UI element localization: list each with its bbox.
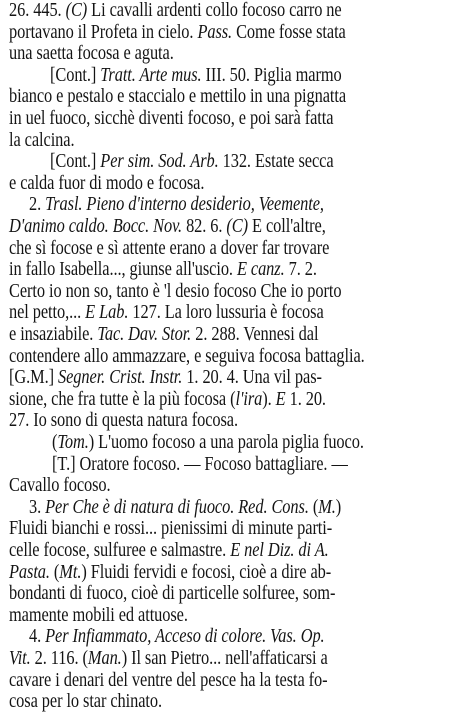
text-run: la calcina.	[9, 129, 75, 151]
text-line	[9, 259, 405, 281]
text-run: celle focose, sulfuree e salmastre.	[9, 540, 231, 561]
text-line	[9, 518, 405, 540]
text-run: [Cont.]	[50, 151, 101, 173]
text-run: [G.M.]	[9, 367, 59, 389]
text-run: cosa per lo star chinato.	[9, 691, 163, 713]
text-line	[9, 605, 405, 627]
text-line	[9, 86, 405, 108]
text-line	[9, 475, 405, 497]
text-line	[50, 151, 446, 173]
text-run: 82. 6.	[182, 216, 227, 237]
definition: Trasl. Pieno d'interno desiderio, Veemente,	[45, 194, 324, 216]
text-run: III. 50. Piglia marmo	[201, 64, 342, 86]
text-run: ) Fluidi fervidi e focosi, cioè a dire ab-	[81, 561, 332, 583]
text-run: e calda fuor di modo e focosa.	[9, 172, 205, 194]
text-run: 27. Io sono di questa natura focosa.	[9, 410, 238, 432]
text-run: ).	[262, 388, 276, 410]
text-line	[9, 43, 405, 65]
text-run: [T.] Oratore focoso. — Focoso battagliare. —	[52, 453, 348, 475]
text-line	[9, 22, 405, 44]
text-run: 2.	[29, 194, 46, 216]
citation-marker: Tom.	[57, 432, 89, 453]
text-run: 132. Estate secca	[218, 151, 334, 173]
text-run: contendere allo ammazzare, e seguiva focosa battaglia.	[9, 345, 365, 367]
text-line	[29, 626, 425, 648]
text-line	[52, 432, 448, 454]
source-citation: E Lab.	[85, 302, 129, 324]
citation-marker: M.	[318, 496, 336, 518]
text-run: 1. 20.	[285, 388, 326, 410]
text-run: Come fosse stata	[232, 21, 346, 43]
source-citation: Per sim. Sod. Arb.	[100, 151, 219, 173]
text-run: 26. 445.	[9, 0, 66, 21]
source-citation: Vit.	[9, 648, 31, 669]
text-run: (	[49, 561, 60, 583]
text-run: ) L'uomo focoso a una parola piglia fuoco.	[88, 432, 364, 453]
text-run: Certo io non so, tanto è 'l desio focoso Che io porto	[9, 280, 342, 302]
text-run: mamente mobili ed attuose.	[9, 604, 188, 626]
source-citation: Tac. Dav. Stor.	[97, 324, 192, 345]
source-citation: D'animo caldo. Bocc. Nov.	[9, 216, 183, 237]
text-run: portavano il Profeta in cielo.	[9, 21, 198, 43]
source-citation: Tratt. Arte mus.	[100, 64, 202, 86]
text-line	[9, 583, 405, 605]
text-run: Li cavalli ardenti collo focoso carro ne	[87, 0, 342, 21]
text-run: e insaziabile.	[9, 324, 98, 345]
text-line	[9, 540, 405, 562]
text-line	[9, 670, 405, 692]
text-run: 4.	[29, 626, 46, 648]
text-run: ) Il san Pietro... nell'affaticarsi a	[121, 648, 328, 669]
text-line	[9, 173, 405, 195]
text-run: in fallo Isabella..., giunse all'uscio.	[9, 259, 237, 281]
text-line	[9, 691, 405, 713]
text-run: in uel fuoco, sicchè diventi focoso, e poi sarà fatta	[9, 108, 334, 129]
text-run: 2. 116. (	[30, 648, 88, 669]
text-line	[9, 281, 405, 303]
text-line	[29, 194, 425, 216]
text-run: [Cont.]	[50, 64, 101, 86]
text-run: sione, che fra tutte è la più focosa (	[9, 388, 236, 410]
text-run: 1. 20. 4. Una vil pas-	[182, 367, 322, 389]
text-line	[9, 346, 405, 368]
text-line	[9, 130, 405, 152]
citation-marker: (C)	[226, 216, 249, 237]
text-run: cavare i denari del ventre del pesce ha la testa fo-	[9, 669, 328, 691]
source-citation: E nel Diz. di A.	[230, 540, 329, 561]
source-citation: Pass.	[197, 21, 233, 43]
source-citation: E	[275, 388, 286, 410]
text-run: Cavallo focoso.	[9, 475, 111, 497]
text-line	[9, 648, 405, 670]
text-line	[9, 216, 405, 238]
text-line	[52, 454, 448, 476]
text-run: nel petto,...	[9, 302, 86, 324]
text-line	[29, 497, 425, 519]
text-run: bianco e pestalo e staccialo e mettilo in una pignatta	[9, 86, 347, 108]
text-run: 7. 2.	[284, 259, 317, 281]
definition: Per Che è di natura di fuoco. Red. Cons.	[45, 496, 309, 518]
text-line	[9, 0, 405, 22]
text-run: (	[308, 496, 319, 518]
text-line	[9, 367, 405, 389]
text-run: che sì focose e sì attente erano a dover far trovare	[9, 237, 330, 259]
source-citation: Segner. Crist. Instr.	[58, 367, 183, 389]
citation-marker: Mt.	[59, 561, 82, 583]
source-citation: E canz.	[236, 259, 285, 281]
text-run: 2. 288. Vennesi dal	[191, 324, 319, 345]
text-line	[9, 410, 405, 432]
text-run: una saetta focosa e aguta.	[9, 43, 174, 65]
text-run: (	[52, 432, 58, 453]
text-line	[9, 108, 405, 130]
source-citation: Pasta.	[9, 561, 50, 583]
text-run: E coll'altre,	[248, 216, 326, 237]
text-run: l'ira	[235, 388, 263, 410]
text-line	[9, 562, 405, 584]
text-line	[9, 302, 405, 324]
text-line	[9, 389, 405, 411]
citation-marker: Man.	[87, 648, 122, 669]
citation-marker: (C)	[65, 0, 88, 21]
text-run: bondanti di fuoco, cioè di particelle solfuree, som-	[9, 583, 336, 605]
text-line	[9, 238, 405, 260]
text-run: 127. La loro lussuria è focosa	[128, 302, 324, 324]
definition: Per Infiammato, Acceso di colore. Vas. Op.	[45, 626, 325, 648]
text-run: Fluidi bianchi e rossi... pienissimi di minute parti-	[9, 518, 333, 540]
text-line	[50, 65, 446, 87]
text-run: )	[335, 496, 342, 518]
text-line	[9, 324, 405, 346]
text-run: 3.	[29, 496, 46, 518]
